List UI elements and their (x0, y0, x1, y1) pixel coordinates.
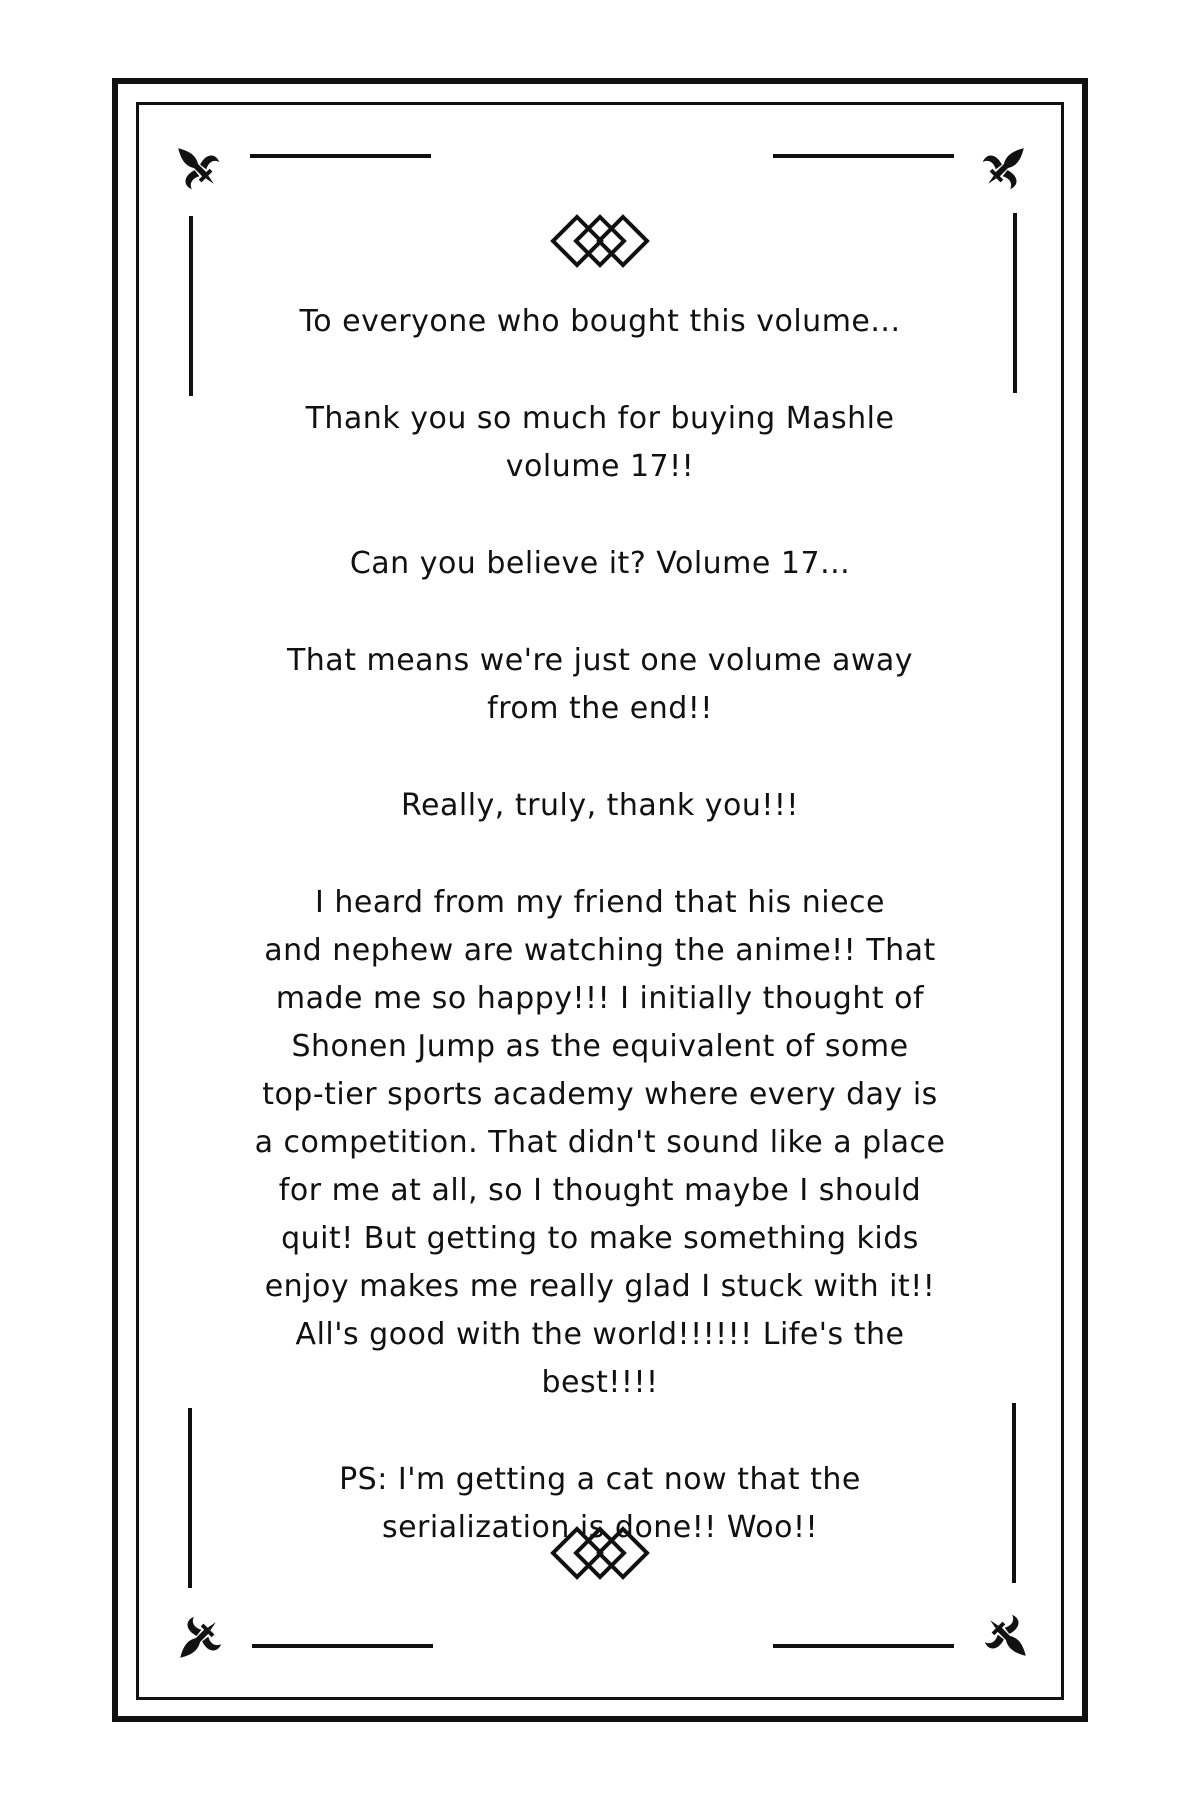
bottom-left-rule (252, 1644, 433, 1648)
letter-body (240, 298, 960, 1552)
letter-line: and nephew are watching the anime!! That (264, 933, 936, 968)
letter-line: a competition. That didn't sound like a place (254, 1125, 946, 1160)
letter-line: All's good with the world!!!!!! Life's the best!!!! (295, 1317, 905, 1400)
left-upper-rule (189, 216, 193, 396)
letter-line: quit! But getting to make something kids (281, 1221, 919, 1256)
left-lower-rule (188, 1408, 192, 1588)
letter-line: That means we're just one volume away (286, 643, 914, 678)
letter-greeting: To everyone who bought this volume... (299, 304, 901, 339)
letter-line: Can you believe it? Volume 17... (349, 546, 851, 581)
letter-line: volume 17!! (505, 449, 695, 484)
letter-line: top-tier sports academy where every day is (262, 1077, 938, 1112)
letter-line: Shonen Jump as the equivalent of some (291, 1029, 909, 1064)
letter-line: from the end!! (487, 691, 713, 726)
letter-line: Really, truly, thank you!!! (401, 788, 799, 823)
letter-line: made me so happy!!! I initially thought of (275, 981, 925, 1016)
letter-line: enjoy makes me really glad I stuck with it!! (264, 1269, 936, 1304)
letter-postscript: serialization is done!! Woo!! (381, 1510, 819, 1545)
right-lower-rule (1012, 1403, 1016, 1583)
fleur-de-lis-icon (979, 1609, 1037, 1667)
fleur-de-lis-icon (977, 137, 1035, 195)
bottom-right-rule (773, 1644, 954, 1648)
letter-line: I heard from my friend that his niece (315, 885, 885, 920)
letter-line: Thank you so much for buying Mashle (305, 401, 895, 436)
interlocking-diamonds-icon (550, 213, 650, 269)
right-upper-rule (1013, 213, 1017, 393)
fleur-de-lis-icon (169, 1611, 227, 1669)
top-right-rule (773, 154, 954, 158)
letter-postscript: PS: I'm getting a cat now that the (339, 1462, 861, 1497)
letter-line: for me at all, so I thought maybe I should (278, 1173, 922, 1208)
fleur-de-lis-icon (167, 137, 225, 195)
top-left-rule (250, 154, 431, 158)
